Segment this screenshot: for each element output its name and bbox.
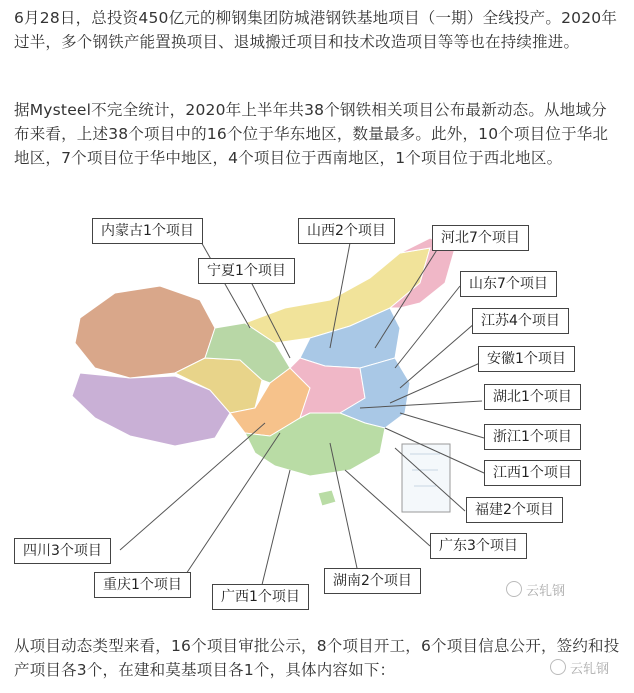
watermark-footer: 云轧钢 — [550, 658, 609, 677]
label-jiangsu: 江苏4个项目 — [472, 308, 569, 334]
label-guangxi: 广西1个项目 — [212, 584, 309, 610]
label-guangdong: 广东3个项目 — [430, 533, 527, 559]
label-hebei: 河北7个项目 — [432, 225, 529, 251]
label-ningxia: 宁夏1个项目 — [198, 258, 295, 284]
region-hainan — [318, 490, 336, 506]
label-hubei: 湖北1个项目 — [484, 384, 581, 410]
paragraph-statistics: 据Mysteel不完全统计，2020年上半年共38个钢铁相关项目公布最新动态。从地域分布来看，上述38个项目中的16个位于华东地区，数量最多。此外，10个项目位于华北地区，7个项目位于华中地区，4个项目位于西南地区，1个项目位于西北地区。 — [14, 101, 609, 167]
label-shandong: 山东7个项目 — [460, 271, 557, 297]
wechat-icon — [550, 659, 566, 675]
label-anhui: 安徽1个项目 — [478, 346, 575, 372]
label-neimenggu: 内蒙古1个项目 — [92, 218, 203, 244]
watermark-map: 云轧钢 — [506, 580, 565, 599]
paragraph-project-types: 从项目动态类型来看，16个项目审批公示，8个项目开工，6个项目信息公开，签约和投产项目各3个，在建和莫基项目各1个，具体内容如下： — [14, 637, 620, 679]
label-zhejiang: 浙江1个项目 — [484, 424, 581, 450]
paragraph-intro: 6月28日，总投资450亿元的柳钢集团防城港钢铁基地项目（一期）全线投产。2020年过半，多个钢铁产能置换项目、退城搬迁项目和技术改造项目等等也在持续推进。 — [14, 9, 618, 51]
label-hunan: 湖南2个项目 — [324, 568, 421, 594]
wechat-icon — [506, 581, 522, 597]
label-fujian: 福建2个项目 — [466, 497, 563, 523]
china-project-map — [0, 208, 634, 623]
label-shanxi: 山西2个项目 — [298, 218, 395, 244]
label-jiangxi: 江西1个项目 — [484, 460, 581, 486]
label-chongqing: 重庆1个项目 — [94, 572, 191, 598]
label-sichuan: 四川3个项目 — [14, 538, 111, 564]
